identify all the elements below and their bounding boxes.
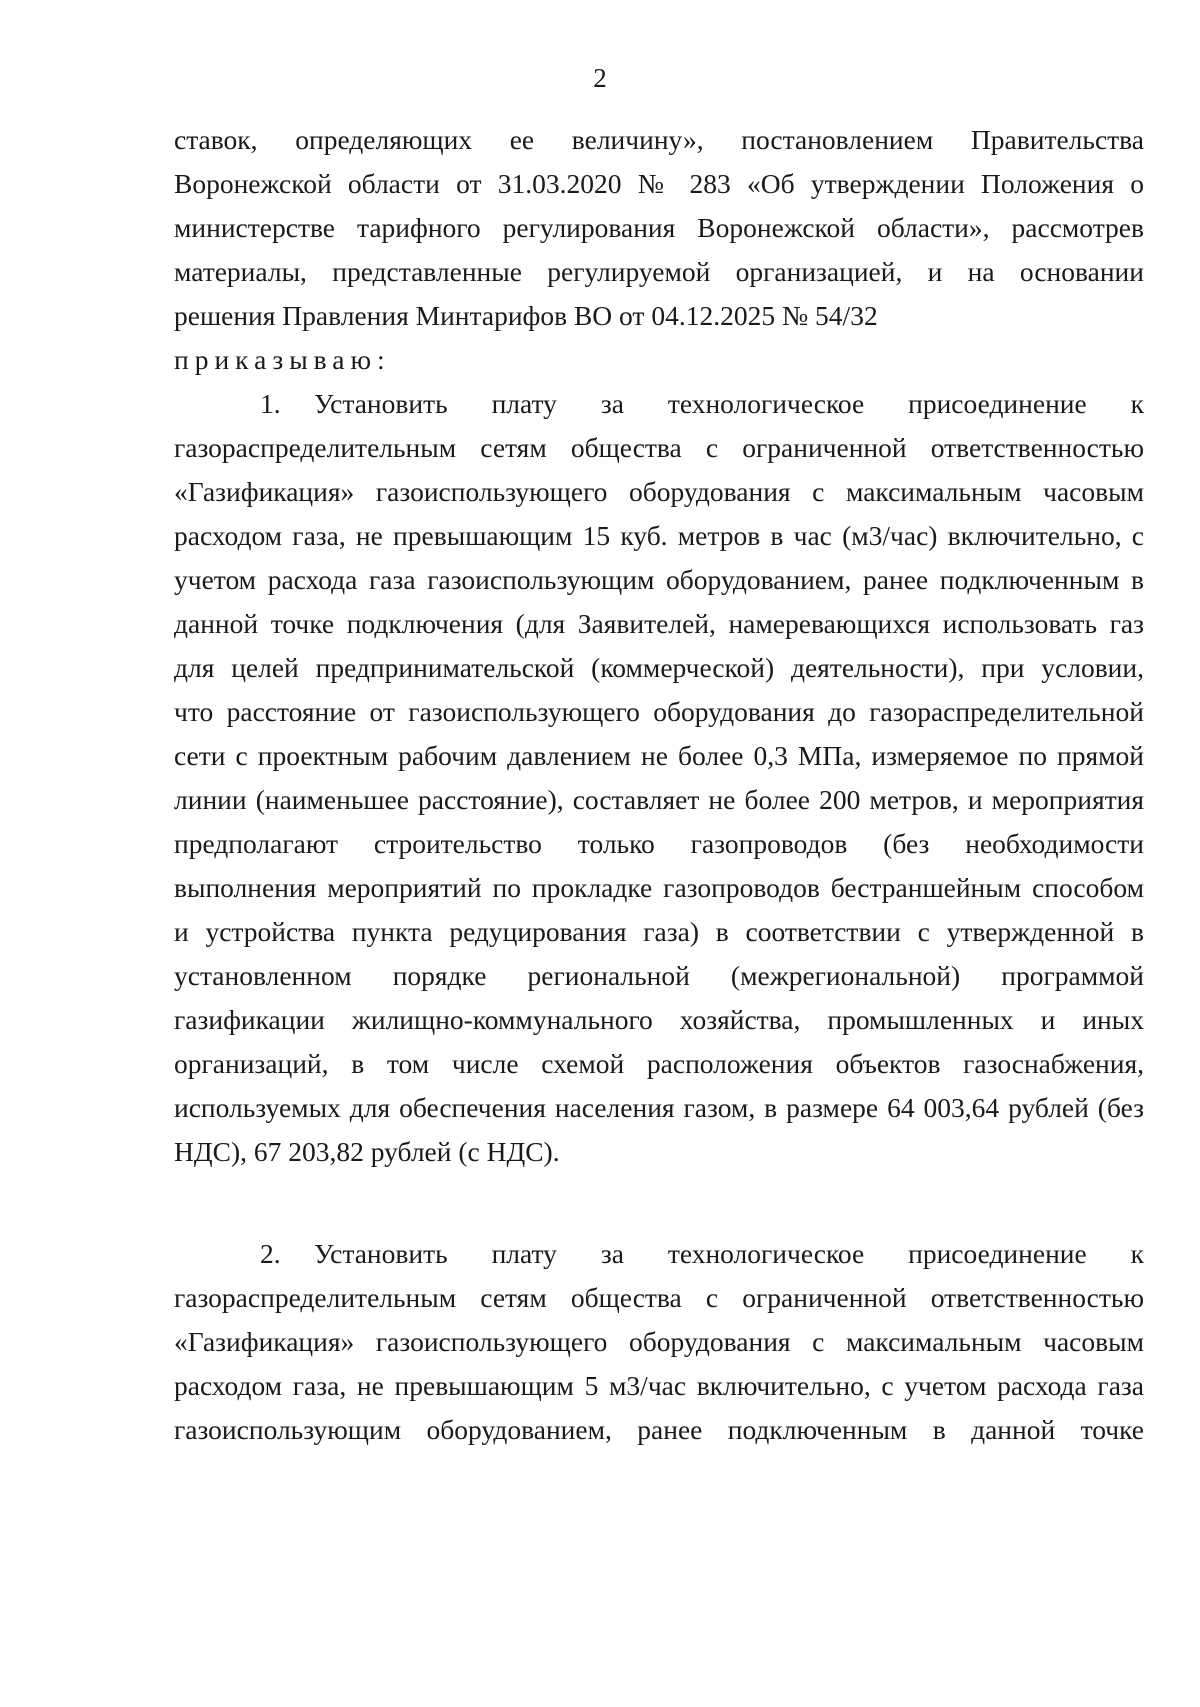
item-1-line: Установить плату за технологическое присоединение к [314, 388, 1144, 419]
intro-line: министерстве тарифного регулирования Воронежской области», рассмотрев [174, 212, 1144, 243]
item-2-line: газораспределительным сетям общества с ограниченной ответственностью [174, 1282, 1144, 1313]
item-1-line: данной точке подключения (для Заявителей, намеревающихся использовать газ [174, 608, 1144, 639]
item-2-line: расходом газа, не превышающим 5 м3/час включительно, с учетом расхода газа [174, 1370, 1144, 1401]
item-1-line: расходом газа, не превышающим 15 куб. метров в час (м3/час) включительно, с [174, 520, 1144, 551]
item-1-line: установленном порядке региональной (межрегиональной) программой [174, 960, 1144, 991]
item-1-line: учетом расхода газа газоиспользующим оборудованием, ранее подключенным в [174, 564, 1144, 595]
intro-line: решения Правления Минтарифов ВО от 04.12.2025 № 54/32 [174, 300, 878, 331]
intro-line: Воронежской области от 31.03.2020 № 283 «Об утверждении Положения о [174, 168, 1144, 199]
intro-line: ставок, определяющих ее величину», постановлением Правительства [174, 124, 1144, 155]
item-2-paragraph [174, 1232, 1144, 1452]
intro-line: материалы, представленные регулируемой организацией, и на основании [174, 256, 1144, 287]
item-1-line: газификации жилищно-коммунального хозяйства, промышленных и иных [174, 1004, 1144, 1035]
item-1-first-line [174, 382, 1144, 426]
item-1-line: что расстояние от газоиспользующего оборудования до газораспределительной [174, 696, 1144, 727]
item-2-first-line [174, 1232, 1144, 1276]
item-1-line: предполагают строительство только газопроводов (без необходимости [174, 828, 1144, 859]
item-2-number: 2. [260, 1238, 281, 1269]
item-1-line: «Газификация» газоиспользующего оборудования с максимальным часовым [174, 476, 1144, 507]
order-word: приказываю: [174, 344, 391, 375]
item-1-line: для целей предпринимательской (коммерческой) деятельности), при условии, [174, 652, 1144, 683]
item-2-line: Установить плату за технологическое присоединение к [314, 1238, 1144, 1269]
item-2-line: газоиспользующим оборудованием, ранее подключенным в данной точке [174, 1414, 1144, 1445]
page-number: 2 [593, 63, 607, 93]
item-1-number: 1. [260, 388, 281, 419]
item-2-line: «Газификация» газоиспользующего оборудования с максимальным часовым [174, 1326, 1144, 1357]
item-1-line: используемых для обеспечения населения газом, в размере 64 003,64 рублей (без [174, 1092, 1144, 1123]
item-1-last-line: НДС), 67 203,82 рублей (с НДС). [174, 1136, 560, 1167]
item-1-line: организаций, в том числе схемой расположения объектов газоснабжения, [174, 1048, 1144, 1079]
item-1-line: и устройства пункта редуцирования газа) в соответствии с утвержденной в [174, 916, 1144, 947]
intro-paragraph [174, 118, 1144, 382]
item-1-line: газораспределительным сетям общества с ограниченной ответственностью [174, 432, 1144, 463]
item-1-line: выполнения мероприятий по прокладке газопроводов бестраншейным способом [174, 872, 1144, 903]
item-1-line: сети с проектным рабочим давлением не более 0,3 МПа, измеряемое по прямой [174, 740, 1144, 771]
item-1-paragraph [174, 382, 1144, 1174]
item-1-line: линии (наименьшее расстояние), составляет не более 200 метров, и мероприятия [174, 784, 1144, 815]
